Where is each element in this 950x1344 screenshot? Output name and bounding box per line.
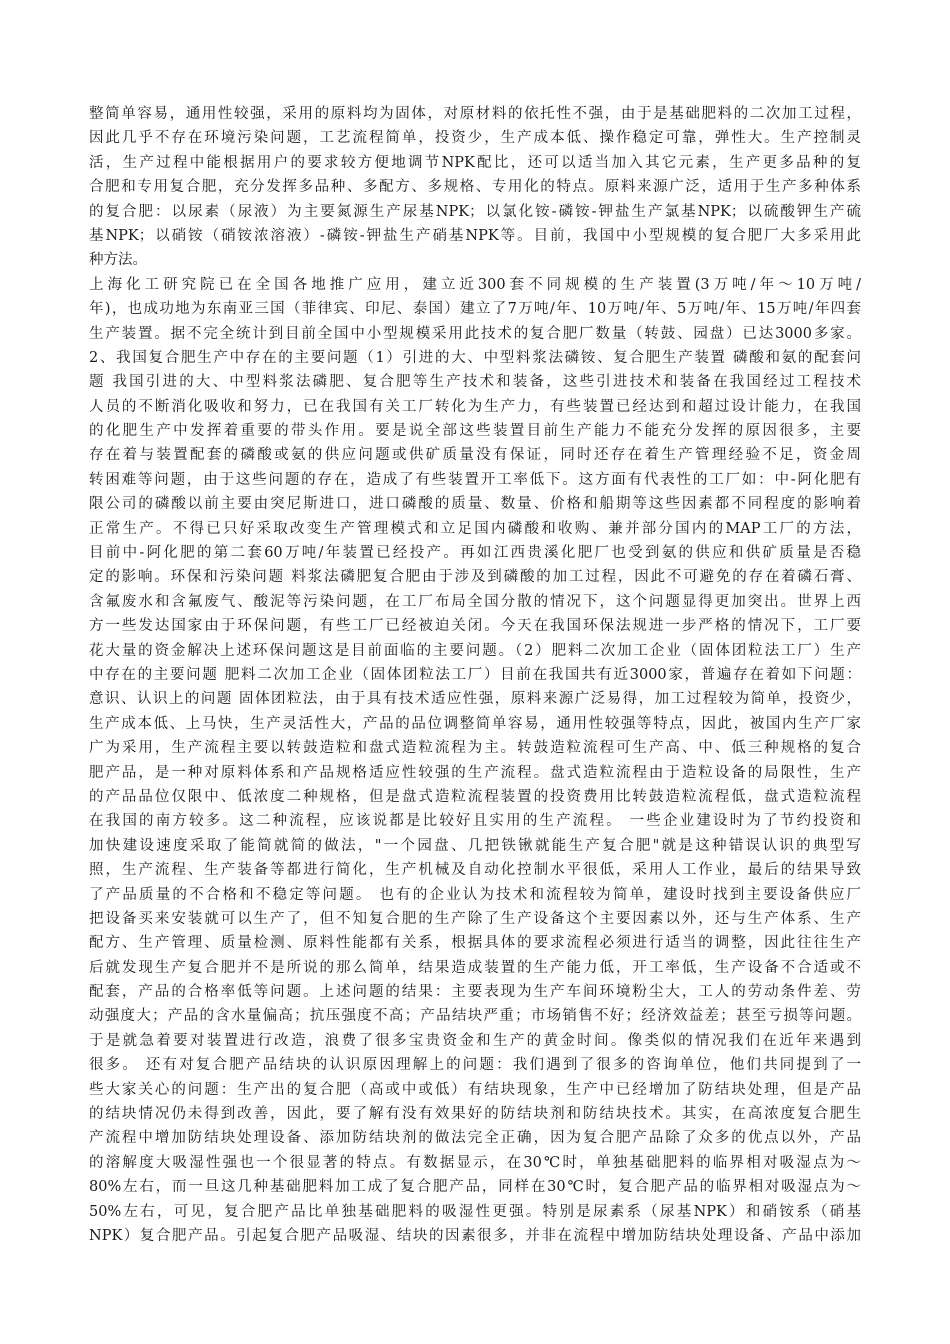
text-line: 花大量的资金解决上述环保问题这是目前面临的主要问题。（2）肥料二次加工企业（固体团粒法工厂）生产 xyxy=(89,642,861,659)
text-line: 定的影响。环保和污染问题 料浆法磷肥复合肥由于涉及到磷酸的加工过程，因此不可避免的存在着磷石膏、 xyxy=(89,569,861,586)
text-line: 上海化工研究院已在全国各地推广应用，建立近300套不同规模的生产装置(3万吨/年～10万吨/ xyxy=(89,276,861,293)
text-line: 活，生产过程中能根据用户的要求较方便地调节NPK配比，还可以适当加入其它元素，生产更多品种的复 xyxy=(89,154,861,171)
text-line: 了产品质量的不合格和不稳定等问题。 也有的企业认为技术和流程较为简单，建设时找到主要设备供应厂 xyxy=(89,886,861,903)
text-line: 生产装置。据不完全统计到目前全国中小型规模采用此技术的复合肥厂数量（转鼓、园盘）已达3000多家。 xyxy=(89,325,861,342)
text-line: 很多。 还有对复合肥产品结块的认识原因理解上的问题：我们遇到了很多的咨询单位，他们共同提到了一 xyxy=(89,1057,861,1074)
text-line: 照，生产流程、生产装备等都进行简化，生产机械及自动化控制水平很低，采用人工作业，最后的结果导致 xyxy=(89,862,861,879)
text-line: 的溶解度大吸湿性强也一个很显著的特点。有数据显示，在30℃时，单独基础肥料的临界相对吸湿点为～ xyxy=(89,1154,861,1171)
text-line: 80%左右，而一旦这几种基础肥料加工成了复合肥产品，同样在30℃时，复合肥产品的临界相对吸湿点为～ xyxy=(89,1179,861,1196)
text-line: 把设备买来安装就可以生产了，但不知复合肥的生产除了生产设备这个主要因素以外，还与生产体系、生产 xyxy=(89,910,861,927)
text-line: 基NPK；以硝铵（硝铵浓溶液）-磷铵-钾盐生产硝基NPK等。目前，我国中小型规模的复合肥厂大多采用此 xyxy=(89,227,861,244)
text-line: 加快建设速度采取了能简就简的做法，"一个园盘、几把铁锹就能生产复合肥"就是这种错误认识的典型写 xyxy=(89,837,861,854)
text-line: 人员的不断消化吸收和努力，已在我国有关工厂转化为生产力，有些装置已经达到和超过设计能力，在我国 xyxy=(89,398,861,415)
text-line: 在我国的南方较多。这二种流程，应该说都是比较好且实用的生产流程。 一些企业建设时为了节约投资和 xyxy=(89,813,861,830)
text-line: 生产成本低、上马快，生产灵活性大，产品的品位调整简单容易，通用性较强等特点，因此，被国内生产厂家 xyxy=(89,715,861,732)
text-line: 题 我国引进的大、中型料浆法磷肥、复合肥等生产技术和装备，这些引进技术和装备在我国经过工程技术 xyxy=(89,374,861,391)
text-line: 含氟废水和含氟废气、酸泥等污染问题，在工厂布局全国分散的情况下，这个问题显得更加突出。世界上西 xyxy=(89,593,861,610)
text-line: 些大家关心的问题：生产出的复合肥（高或中或低）有结块现象，生产中已经增加了防结块处理，但是产品 xyxy=(89,1081,861,1098)
text-line: 肥产品，是一种对原料体系和产品规格适应性较强的生产流程。盘式造粒流程由于造粒设备的局限性，生产 xyxy=(89,764,861,781)
text-line: 限公司的磷酸以前主要由突尼斯进口，进口磷酸的质量、数量、价格和船期等这些因素都不同程度的影响着 xyxy=(89,496,861,513)
text-line: 配方、生产管理、质量检测、原料性能都有关系，根据具体的要求流程必须进行适当的调整，因此往往生产 xyxy=(89,935,861,952)
text-line: 正常生产。不得已只好采取改变生产管理模式和立足国内磷酸和收购、兼并部分国内的MAP工厂的方法， xyxy=(89,520,861,537)
text-line: 方一些发达国家由于环保问题，有些工厂已经被迫关闭。今天在我国环保法规进一步严格的情况下，工厂要 xyxy=(89,618,861,635)
text-line: 中存在的主要问题 肥料二次加工企业（固体团粒法工厂）目前在我国共有近3000家，普遍存在着如下问题： xyxy=(89,666,861,683)
text-line: 存在着与装置配套的磷酸或氨的供应问题或供矿质量没有保证，同时还存在着生产管理经验不足，资金周 xyxy=(89,447,861,464)
text-line: 合肥和专用复合肥，充分发挥多品种、多配方、多规格、专用化的特点。原料来源广泛，适用于生产多种体系 xyxy=(89,179,861,196)
text-line: 因此几乎不存在环境污染问题，工艺流程简单，投资少，生产成本低、操作稳定可靠，弹性大。生产控制灵 xyxy=(89,130,861,147)
text-line: 于是就急着要对装置进行改造，浪费了很多宝贵资金和生产的黄金时间。像类似的情况我们在近年来遇到 xyxy=(89,1032,861,1049)
text-line: 整简单容易，通用性较强，采用的原料均为固体，对原材料的依托性不强，由于是基础肥料的二次加工过程， xyxy=(89,106,861,122)
text-line: 2、我国复合肥生产中存在的主要问题（1）引进的大、中型料浆法磷铵、复合肥生产装置 磷酸和氨的配套问 xyxy=(89,349,861,366)
text-line: 的复合肥：以尿素（尿液）为主要氮源生产尿基NPK；以氯化铵-磷铵-钾盐生产氯基NPK；以硫酸钾生产硫 xyxy=(89,203,861,220)
text-line: 产流程中增加防结块处理设备、添加防结块剂的做法完全正确，因为复合肥产品除了众多的优点以外，产品 xyxy=(89,1130,861,1147)
text-line: 年)，也成功地为东南亚三国（菲律宾、印尼、泰国）建立了7万吨/年、10万吨/年、5万吨/年、15万吨/年四套 xyxy=(89,301,861,318)
text-line: 配套，产品的合格率低等问题。上述问题的结果：主要表现为生产车间环境粉尘大，工人的劳动条件差、劳 xyxy=(89,984,861,1001)
text-line: 的化肥生产中发挥着重要的带头作用。要是说全部这些装置目前生产能力不能充分发挥的原因很多，主要 xyxy=(89,423,861,440)
text-line: 的产品品位仅限中、低浓度二种规格，但是盘式造粒流程装置的投资费用比转鼓造粒流程低，盘式造粒流程 xyxy=(89,788,861,805)
text-line: 50%左右，可见，复合肥产品比单独基础肥料的吸湿性更强。特别是尿素系（尿基NPK）和硝铵系（硝基 xyxy=(89,1203,861,1220)
text-line: 的结块情况仍未得到改善，因此，要了解有没有效果好的防结块剂和防结块技术。其实，在高浓度复合肥生 xyxy=(89,1106,861,1123)
text-line: 目前中-阿化肥的第二套60万吨/年装置已经投产。再如江西贵溪化肥厂也受到氨的供应和供矿质量是否稳 xyxy=(89,545,861,562)
text-line: 种方法。 xyxy=(89,252,147,269)
text-line: 转困难等问题，由于这些问题的存在，造成了有些装置开工率低下。这方面有代表性的工厂如：中-阿化肥有 xyxy=(89,471,861,488)
text-line: 意识、认识上的问题 固体团粒法，由于具有技术适应性强，原料来源广泛易得，加工过程较为简单，投资少， xyxy=(89,691,861,708)
text-line: 动强度大；产品的含水量偏高；抗压强度不高；产品结块严重；市场销售不好；经济效益差；甚至亏损等问题。 xyxy=(89,1008,861,1025)
text-line: 后就发现生产复合肥并不是所说的那么简单，结果造成装置的生产能力低，开工率低，生产设备不合适或不 xyxy=(89,959,861,976)
text-line: NPK）复合肥产品。引起复合肥产品吸湿、结块的因素很多，并非在流程中增加防结块处理设备、产品中添加 xyxy=(89,1227,861,1244)
text-line: 广为采用，生产流程主要以转鼓造粒和盘式造粒流程为主。转鼓造粒流程可生产高、中、低三种规格的复合 xyxy=(89,740,861,757)
document-body xyxy=(89,102,861,1248)
